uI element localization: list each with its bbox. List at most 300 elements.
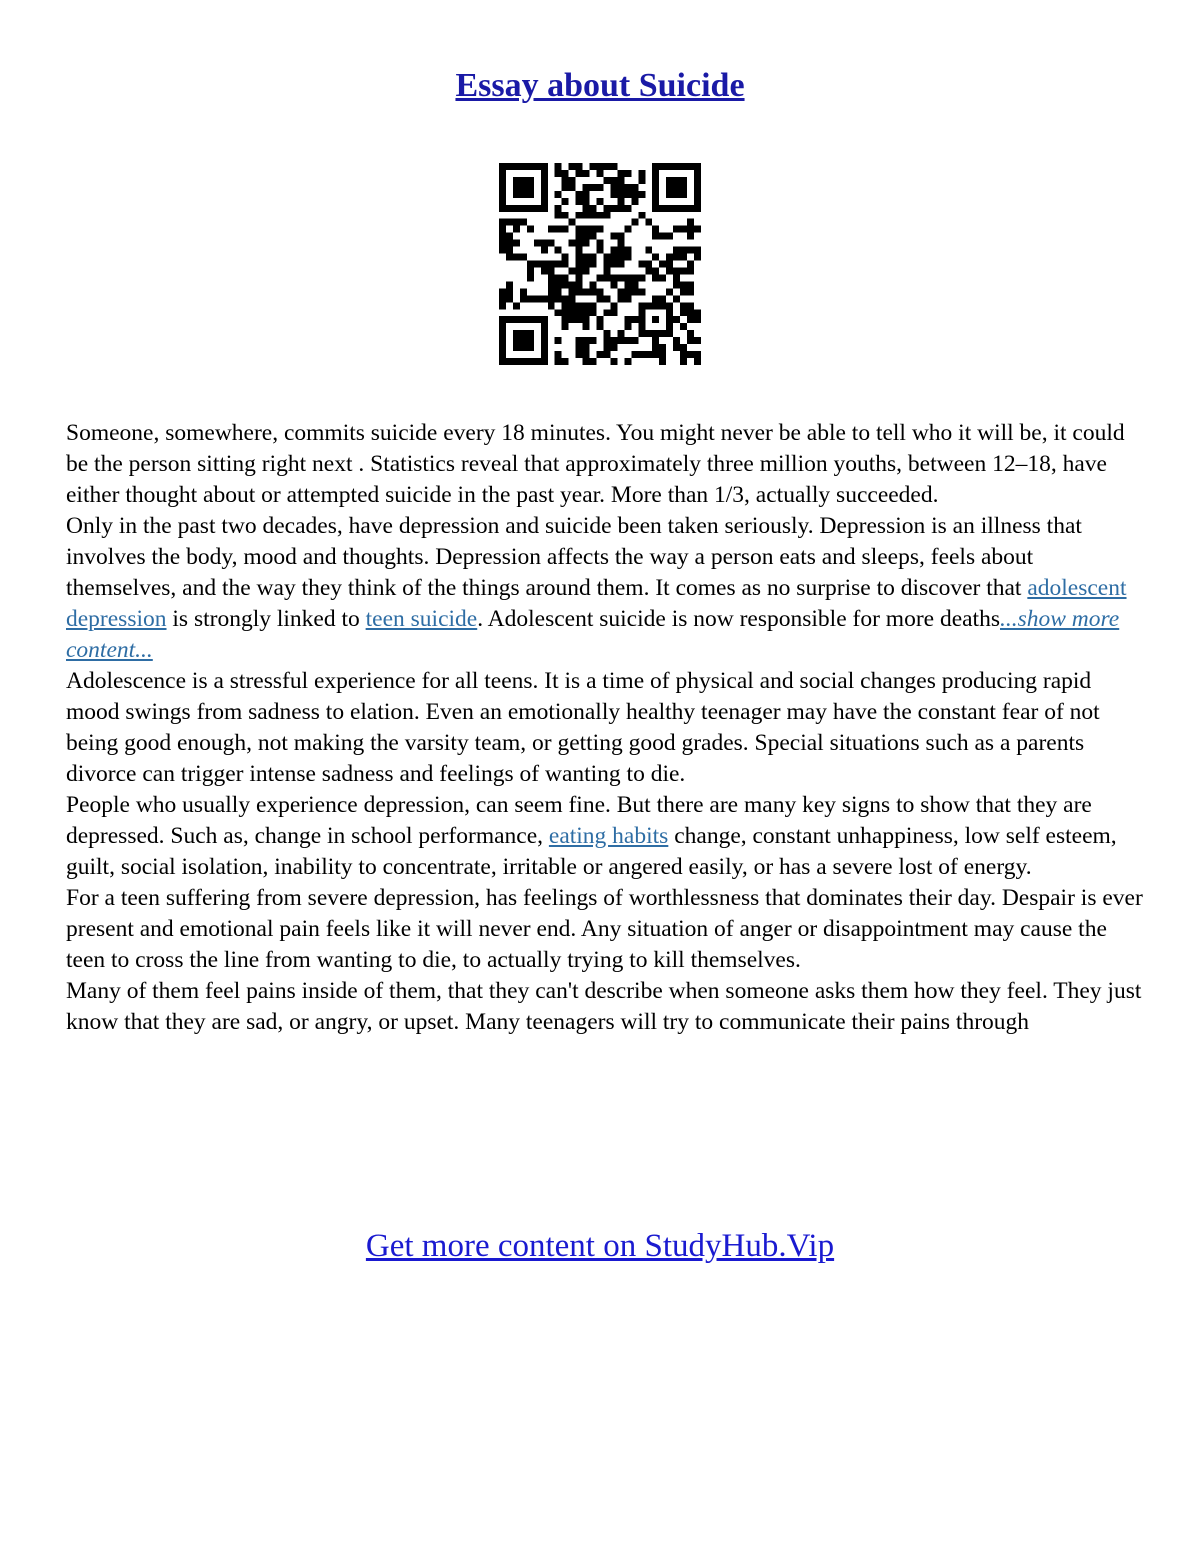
qr-module <box>590 163 597 170</box>
qr-module <box>666 267 673 274</box>
qr-module <box>610 337 617 344</box>
qr-module <box>527 261 534 268</box>
qr-module <box>694 163 701 170</box>
qr-module <box>645 261 652 268</box>
qr-module <box>499 198 506 205</box>
link-teen-suicide[interactable]: teen suicide <box>365 606 478 632</box>
qr-module <box>694 198 701 205</box>
qr-module <box>666 309 673 316</box>
paragraph-4-text-b: change, constant unhappiness, low self esteem, guilt, social isolation, inability to concentrate, irritable or angered easily, or has a severe lost of energy. <box>66 823 1117 880</box>
qr-module <box>569 163 576 170</box>
paragraph-2-text-c: . Adolescent suicide is now responsible for more deaths <box>477 606 1000 632</box>
qr-module <box>527 184 534 191</box>
qr-code-icon <box>499 163 701 365</box>
qr-module <box>652 330 659 337</box>
qr-module <box>617 247 624 254</box>
qr-module <box>555 281 562 288</box>
qr-module <box>520 288 527 295</box>
qr-module <box>583 212 590 219</box>
qr-module <box>610 254 617 261</box>
qr-module <box>680 309 687 316</box>
paragraph-2 <box>66 511 1146 666</box>
qr-module <box>569 295 576 302</box>
qr-module <box>506 219 513 226</box>
qr-module <box>583 358 590 365</box>
qr-module <box>645 302 652 309</box>
qr-module <box>541 267 548 274</box>
qr-module <box>617 170 624 177</box>
qr-module <box>576 351 583 358</box>
qr-module <box>597 170 604 177</box>
qr-module <box>694 358 701 365</box>
qr-module <box>680 288 687 295</box>
qr-module <box>541 163 548 170</box>
qr-module <box>617 233 624 240</box>
qr-module <box>638 170 645 177</box>
qr-module <box>597 240 604 247</box>
qr-module <box>541 344 548 351</box>
qr-module <box>562 316 569 323</box>
qr-module <box>548 274 555 281</box>
qr-module <box>694 170 701 177</box>
qr-module <box>645 219 652 226</box>
qr-module <box>603 205 610 212</box>
qr-module <box>499 219 506 226</box>
qr-module <box>597 288 604 295</box>
qr-module <box>569 281 576 288</box>
qr-module <box>527 330 534 337</box>
qr-module <box>673 177 680 184</box>
qr-module <box>617 330 624 337</box>
qr-module <box>659 274 666 281</box>
qr-module <box>624 358 631 365</box>
qr-module <box>638 316 645 323</box>
qr-module <box>673 226 680 233</box>
paragraph-4 <box>66 790 1146 883</box>
qr-module <box>576 233 583 240</box>
qr-module <box>527 177 534 184</box>
qr-module <box>548 267 555 274</box>
qr-module <box>513 219 520 226</box>
qr-module <box>562 323 569 330</box>
qr-module <box>603 261 610 268</box>
qr-module <box>555 351 562 358</box>
qr-module <box>506 288 513 295</box>
qr-module <box>499 344 506 351</box>
qr-module <box>673 267 680 274</box>
show-more-content-link[interactable]: ...show more content... <box>66 606 1120 663</box>
qr-module <box>652 170 659 177</box>
qr-module <box>513 330 520 337</box>
qr-module <box>631 288 638 295</box>
qr-module <box>687 309 694 316</box>
qr-module <box>680 177 687 184</box>
qr-module <box>603 337 610 344</box>
qr-module <box>583 344 590 351</box>
qr-module <box>638 309 645 316</box>
qr-module <box>694 254 701 261</box>
qr-module <box>541 323 548 330</box>
qr-module <box>680 184 687 191</box>
paragraph-2-text-b: is strongly linked to <box>166 606 366 632</box>
qr-module <box>659 302 666 309</box>
qr-module <box>659 330 666 337</box>
qr-module <box>583 309 590 316</box>
essay-body <box>66 418 1146 1038</box>
qr-module <box>687 261 694 268</box>
qr-module <box>555 274 562 281</box>
qr-module <box>617 177 624 184</box>
qr-module <box>603 351 610 358</box>
qr-module <box>541 184 548 191</box>
qr-module <box>694 226 701 233</box>
qr-module <box>610 274 617 281</box>
qr-module <box>527 163 534 170</box>
qr-module <box>506 254 513 261</box>
qr-module <box>617 184 624 191</box>
qr-module <box>527 191 534 198</box>
qr-module <box>617 261 624 268</box>
qr-module <box>499 316 506 323</box>
paragraph-4-text-a: People who usually experience depression, can seem fine. But there are many key signs to show that they are depressed. Such as, change in school performance, <box>66 792 1092 849</box>
qr-module <box>652 163 659 170</box>
link-eating-habits[interactable]: eating habits <box>548 823 669 849</box>
qr-module <box>562 177 569 184</box>
qr-module <box>631 191 638 198</box>
qr-module <box>652 254 659 261</box>
qr-module <box>645 267 652 274</box>
qr-module <box>499 358 506 365</box>
qr-module <box>576 274 583 281</box>
qr-module <box>541 337 548 344</box>
qr-module <box>506 247 513 254</box>
qr-module <box>687 233 694 240</box>
qr-module <box>610 358 617 365</box>
qr-module <box>673 337 680 344</box>
qr-module <box>659 261 666 268</box>
qr-module <box>520 163 527 170</box>
qr-module <box>694 309 701 316</box>
qr-module <box>506 233 513 240</box>
qr-module <box>680 254 687 261</box>
qr-module <box>666 191 673 198</box>
qr-module <box>603 267 610 274</box>
qr-module <box>583 233 590 240</box>
qr-module <box>583 302 590 309</box>
qr-module <box>673 254 680 261</box>
qr-module <box>694 316 701 323</box>
qr-module <box>513 344 520 351</box>
qr-module <box>638 177 645 184</box>
qr-module <box>687 288 694 295</box>
qr-module <box>520 337 527 344</box>
qr-module <box>673 163 680 170</box>
qr-module <box>610 261 617 268</box>
qr-module <box>597 274 604 281</box>
qr-module <box>541 191 548 198</box>
qr-module <box>659 358 666 365</box>
paragraph-6: Many of them feel pains inside of them, that they can't describe when someone asks them how they feel. They just know that they are sad, or angry, or upset. Many teenagers will try to communicate their pains through <box>66 978 1142 1035</box>
qr-module <box>576 198 583 205</box>
qr-module <box>513 177 520 184</box>
qr-module <box>569 288 576 295</box>
qr-module <box>541 198 548 205</box>
qr-module <box>499 226 506 233</box>
qr-module <box>652 233 659 240</box>
qr-module <box>590 358 597 365</box>
qr-module <box>610 281 617 288</box>
qr-module <box>673 191 680 198</box>
qr-module <box>499 247 506 254</box>
qr-module <box>513 337 520 344</box>
qr-module <box>548 295 555 302</box>
qr-module <box>680 191 687 198</box>
qr-module <box>673 184 680 191</box>
qr-module <box>583 316 590 323</box>
studyhub-link[interactable]: Get more content on StudyHub.Vip <box>365 1228 835 1264</box>
qr-module <box>576 212 583 219</box>
qr-module <box>694 177 701 184</box>
qr-module <box>541 330 548 337</box>
qr-module <box>520 316 527 323</box>
qr-module <box>680 226 687 233</box>
qr-module <box>673 295 680 302</box>
qr-module <box>652 198 659 205</box>
qr-module <box>583 198 590 205</box>
qr-module <box>610 233 617 240</box>
qr-module <box>499 302 506 309</box>
qr-module <box>590 302 597 309</box>
qr-module <box>562 184 569 191</box>
qr-module <box>617 205 624 212</box>
paragraph-2-text-a: Only in the past two decades, have depression and suicide been taken seriously. Depression is an illness that involves the body, mood and thoughts. Depression affects the way a person eats and sleeps, feels about themselves, and the way they think of the things around them. It comes as no surprise to discover that <box>66 513 1082 601</box>
qr-module <box>687 267 694 274</box>
qr-module <box>520 191 527 198</box>
qr-module <box>541 351 548 358</box>
qr-module <box>617 198 624 205</box>
qr-module <box>610 247 617 254</box>
qr-module <box>506 358 513 365</box>
link-adolescent-depression[interactable]: adolescent depression <box>66 575 1127 632</box>
qr-module <box>527 226 534 233</box>
qr-module <box>617 191 624 198</box>
qr-module <box>680 323 687 330</box>
qr-module <box>687 302 694 309</box>
qr-module <box>610 302 617 309</box>
qr-module <box>659 233 666 240</box>
qr-module <box>590 226 597 233</box>
qr-module <box>631 184 638 191</box>
qr-module <box>555 295 562 302</box>
qr-module <box>506 316 513 323</box>
qr-module <box>583 267 590 274</box>
qr-module <box>520 295 527 302</box>
qr-module <box>666 323 673 330</box>
qr-module <box>666 205 673 212</box>
qr-module <box>506 205 513 212</box>
qr-module <box>499 184 506 191</box>
qr-module <box>624 274 631 281</box>
qr-module <box>687 281 694 288</box>
qr-module <box>603 177 610 184</box>
qr-module <box>610 184 617 191</box>
qr-module <box>548 281 555 288</box>
qr-module <box>548 288 555 295</box>
qr-module <box>555 170 562 177</box>
qr-module <box>631 219 638 226</box>
qr-module <box>576 309 583 316</box>
qr-module <box>548 302 555 309</box>
qr-module <box>638 330 645 337</box>
qr-module <box>583 191 590 198</box>
qr-module <box>687 330 694 337</box>
qr-module <box>541 261 548 268</box>
qr-module <box>666 177 673 184</box>
qr-module <box>666 288 673 295</box>
qr-module <box>597 316 604 323</box>
qr-module <box>562 254 569 261</box>
qr-module <box>583 226 590 233</box>
qr-module <box>617 274 624 281</box>
qr-module <box>597 212 604 219</box>
qr-module <box>541 170 548 177</box>
qr-module <box>583 288 590 295</box>
qr-module <box>603 330 610 337</box>
qr-module <box>652 302 659 309</box>
qr-module <box>527 358 534 365</box>
qr-module <box>597 295 604 302</box>
qr-module <box>603 344 610 351</box>
qr-module <box>576 240 583 247</box>
qr-module <box>673 281 680 288</box>
qr-module <box>590 233 597 240</box>
qr-module <box>652 274 659 281</box>
qr-module <box>583 254 590 261</box>
qr-module <box>597 198 604 205</box>
qr-module <box>597 247 604 254</box>
qr-module <box>694 351 701 358</box>
qr-module <box>562 226 569 233</box>
qr-module <box>680 351 687 358</box>
qr-module <box>673 316 680 323</box>
qr-module <box>666 184 673 191</box>
qr-code-image <box>499 163 701 365</box>
qr-module <box>548 261 555 268</box>
qr-module <box>680 267 687 274</box>
qr-module <box>597 226 604 233</box>
qr-module <box>617 295 624 302</box>
qr-module <box>527 267 534 274</box>
qr-module <box>652 351 659 358</box>
qr-module <box>638 274 645 281</box>
title-link[interactable]: Essay about Suicide <box>455 67 745 104</box>
qr-module <box>694 205 701 212</box>
qr-module <box>513 226 520 233</box>
qr-module <box>590 281 597 288</box>
qr-module <box>520 184 527 191</box>
qr-module <box>534 163 541 170</box>
qr-module <box>597 163 604 170</box>
qr-module <box>680 205 687 212</box>
qr-module <box>555 358 562 365</box>
qr-module <box>694 247 701 254</box>
qr-module <box>576 191 583 198</box>
qr-module <box>513 358 520 365</box>
qr-module <box>624 281 631 288</box>
qr-module <box>569 184 576 191</box>
qr-module <box>631 274 638 281</box>
qr-module <box>499 351 506 358</box>
qr-module <box>576 267 583 274</box>
qr-module <box>645 351 652 358</box>
qr-module <box>631 281 638 288</box>
qr-module <box>576 261 583 268</box>
qr-module <box>576 247 583 254</box>
qr-module <box>499 163 506 170</box>
qr-module <box>527 205 534 212</box>
qr-module <box>597 351 604 358</box>
qr-module <box>562 358 569 365</box>
qr-module <box>576 170 583 177</box>
qr-module <box>555 309 562 316</box>
qr-module <box>610 205 617 212</box>
qr-module <box>541 205 548 212</box>
qr-module <box>603 212 610 219</box>
qr-module <box>534 295 541 302</box>
qr-module <box>659 295 666 302</box>
qr-module <box>555 337 562 344</box>
qr-module <box>687 226 694 233</box>
qr-module <box>562 198 569 205</box>
qr-module <box>527 337 534 344</box>
qr-module <box>520 358 527 365</box>
qr-module <box>624 323 631 330</box>
qr-module <box>506 240 513 247</box>
qr-module <box>583 261 590 268</box>
qr-module <box>631 351 638 358</box>
qr-module <box>583 323 590 330</box>
qr-module <box>527 295 534 302</box>
qr-module <box>590 309 597 316</box>
qr-module <box>499 170 506 177</box>
qr-module <box>666 163 673 170</box>
qr-module <box>499 205 506 212</box>
qr-module <box>499 337 506 344</box>
qr-module <box>506 295 513 302</box>
qr-module <box>666 261 673 268</box>
qr-module <box>687 219 694 226</box>
qr-module <box>638 191 645 198</box>
qr-module <box>687 163 694 170</box>
qr-module <box>562 274 569 281</box>
qr-module <box>624 247 631 254</box>
qr-module <box>576 254 583 261</box>
qr-module <box>555 163 562 170</box>
qr-module <box>569 219 576 226</box>
qr-module <box>576 288 583 295</box>
qr-module <box>694 337 701 344</box>
qr-module <box>617 337 624 344</box>
qr-module <box>624 170 631 177</box>
qr-module <box>569 240 576 247</box>
qr-module <box>569 316 576 323</box>
qr-module <box>576 316 583 323</box>
qr-module <box>499 191 506 198</box>
qr-module <box>603 274 610 281</box>
qr-module <box>610 309 617 316</box>
qr-module <box>541 358 548 365</box>
qr-module <box>659 205 666 212</box>
